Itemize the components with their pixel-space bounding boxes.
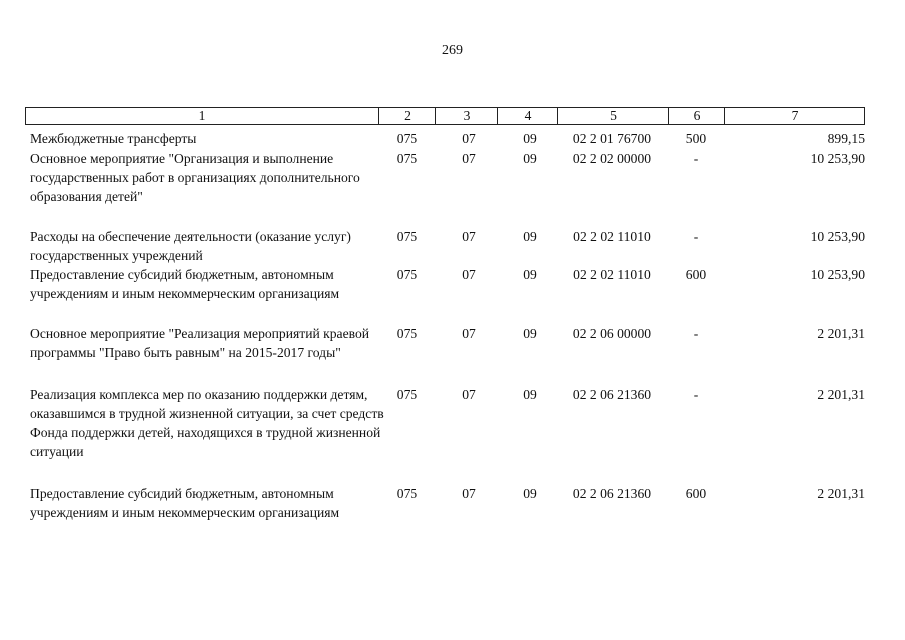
- header-col-7: 7: [724, 108, 865, 124]
- header-col-2: 2: [378, 108, 436, 124]
- header-col-4: 4: [497, 108, 558, 124]
- row-amount: 2 201,31: [817, 326, 865, 341]
- row-name: Предоставление субсидий бюджетным, автономным учреждениям и иным некоммерческим организациям: [30, 267, 340, 301]
- row-col-6: 600: [685, 486, 707, 501]
- row-name: Межбюджетные трансферты: [30, 131, 197, 146]
- row-col-2: 075: [396, 229, 418, 244]
- row-col-2: 075: [396, 151, 418, 166]
- row-col-6: -: [693, 387, 699, 402]
- row-amount: 10 253,90: [810, 151, 865, 166]
- row-name: Основное мероприятие "Организация и выполнение государственных работ в организациях дополнительного образования детей": [30, 151, 360, 204]
- row-amount: 2 201,31: [817, 486, 865, 501]
- header-col-5: 5: [557, 108, 669, 124]
- row-col-2: 075: [396, 131, 418, 146]
- row-name: Предоставление субсидий бюджетным, автономным учреждениям и иным некоммерческим организациям: [30, 486, 340, 520]
- row-col-5: 02 2 02 11010: [573, 229, 651, 244]
- row-name: Реализация комплекса мер по оказанию поддержки детям, оказавшимся в трудной жизненной ситуации, за счет средств Фонда поддержки детей, находящихся в трудной жизненной ситуации: [30, 387, 384, 459]
- row-col-6: -: [693, 151, 699, 166]
- table-header-row: [25, 107, 865, 125]
- row-col-3: 07: [462, 151, 476, 166]
- row-col-4: 09: [523, 387, 537, 402]
- row-col-6: -: [693, 326, 699, 341]
- row-col-3: 07: [462, 387, 476, 402]
- header-col-6: 6: [668, 108, 725, 124]
- row-col-3: 07: [462, 267, 476, 282]
- row-col-2: 075: [396, 267, 418, 282]
- row-col-3: 07: [462, 131, 476, 146]
- row-col-5: 02 2 02 11010: [573, 267, 651, 282]
- row-col-4: 09: [523, 229, 537, 244]
- row-col-6: -: [693, 229, 699, 244]
- header-col-3: 3: [435, 108, 498, 124]
- row-name: Основное мероприятие "Реализация мероприятий краевой программы "Право быть равным" на 2015-2017 годы": [30, 326, 370, 360]
- row-name: Расходы на обеспечение деятельности (оказание услуг) государственных учреждений: [30, 229, 351, 263]
- page-number: 269: [442, 43, 463, 58]
- row-col-3: 07: [462, 229, 476, 244]
- row-col-5: 02 2 06 21360: [572, 486, 652, 501]
- row-amount: 10 253,90: [810, 267, 865, 282]
- row-col-2: 075: [396, 326, 418, 341]
- row-col-5: 02 2 02 00000: [572, 151, 652, 166]
- row-amount: 899,15: [827, 131, 865, 146]
- row-col-2: 075: [396, 486, 418, 501]
- row-col-4: 09: [523, 131, 537, 146]
- row-col-4: 09: [523, 326, 537, 341]
- row-col-6: 500: [685, 131, 707, 146]
- row-amount: 2 201,31: [817, 387, 865, 402]
- row-amount: 10 253,90: [810, 229, 865, 244]
- row-col-2: 075: [396, 387, 418, 402]
- row-col-3: 07: [462, 326, 476, 341]
- row-col-4: 09: [523, 486, 537, 501]
- header-col-1: 1: [198, 108, 206, 123]
- row-col-3: 07: [462, 486, 476, 501]
- row-col-5: 02 2 06 00000: [572, 326, 652, 341]
- row-col-4: 09: [523, 151, 537, 166]
- row-col-6: 600: [685, 267, 707, 282]
- row-col-5: 02 2 06 21360: [572, 387, 652, 402]
- row-col-5: 02 2 01 76700: [572, 131, 652, 146]
- row-col-4: 09: [523, 267, 537, 282]
